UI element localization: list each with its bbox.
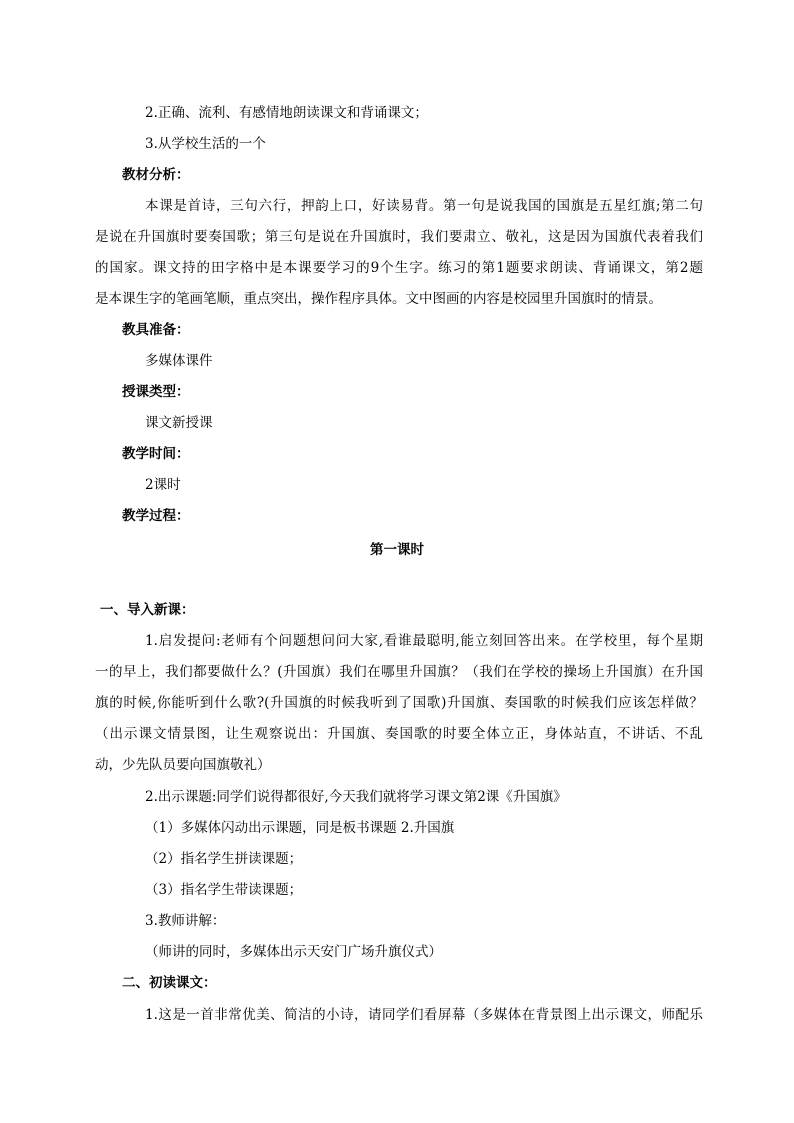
section1-p1-line-5: 动，少先队员要向国旗敬礼）: [95, 757, 271, 773]
section1-heading: 一、导入新课：: [100, 602, 195, 618]
section1-sub-1: （1）多媒体闪动出示课题，同是板书课题 2.升国旗: [145, 820, 455, 836]
section1-p3: 3.教师讲解：: [145, 913, 226, 929]
section1-p3-note: （师讲的同时，多媒体出示天安门广场升旗仪式）: [145, 944, 442, 960]
section1-sub-2: （2）指名学生拼读课题；: [145, 851, 303, 867]
tools-value: 多媒体课件: [145, 353, 213, 369]
analysis-line-3: 的国家。课文持的田字格中是本课要学习的9个生字。练习的第1题要求朗读、背诵课文，第2题: [95, 260, 703, 276]
section1-p1-line-4: （出示课文情景图，让生观察说出：升国旗、奏国歌的时要全体立正，身体站直，不讲话、不乱: [95, 726, 703, 742]
section1-p1-line-3: 旗的时候,你能听到什么歌?(升国旗的时候我听到了国歌)升国旗、奏国歌的时候我们应该怎样做？: [95, 695, 703, 711]
section2-p1: 1.这是一首非常优美、简洁的小诗，请同学们看屏幕（多媒体在背景图上出示课文，师配乐: [145, 1007, 703, 1023]
lesson-type-heading: 授课类型：: [122, 384, 190, 400]
lesson-type-value: 课文新授课: [145, 415, 213, 431]
process-heading: 教学过程：: [122, 508, 190, 524]
analysis-line-2: 是说在升国旗时要奏国歌；第三句是说在升国旗时，我们要肃立、敬礼，这是因为国旗代表着我们: [95, 229, 703, 245]
section1-p1-line-1: 1.启发提问:老师有个问题想问问大家,看谁最聪明,能立刻回答出来。在学校里，每个星期: [145, 633, 703, 649]
objective-item-2: 2.正确、流利、有感情地朗读课文和背诵课文；: [145, 105, 428, 121]
objective-item-3: 3.从学校生活的一个: [145, 136, 266, 152]
section1-p1-line-2: 一的早上，我们都要做什么？(升国旗）我们在哪里升国旗？（我们在学校的操场上升国旗）在升国: [95, 664, 703, 680]
analysis-line-4: 是本课生字的笔画笔顺，重点突出，操作程序具体。文中图画的内容是校园里升国旗时的情景。: [95, 291, 662, 307]
analysis-heading: 教材分析：: [122, 167, 190, 183]
tools-heading: 教具准备：: [122, 322, 190, 338]
section1-p2: 2.出示课题:同学们说得都很好,今天我们就将学习课文第2课《升国旗》: [145, 789, 567, 805]
analysis-line-1: 本课是首诗，三句六行，押韵上口，好读易背。第一句是说我国的国旗是五星红旗;第二句: [145, 198, 703, 214]
lesson-time-value: 2课时: [145, 477, 181, 493]
section1-sub-3: （3）指名学生带读课题；: [145, 882, 303, 898]
section2-heading: 二、初读课文：: [122, 975, 217, 991]
period-title: 第一课时: [370, 542, 424, 558]
lesson-time-heading: 教学时间：: [122, 446, 190, 462]
